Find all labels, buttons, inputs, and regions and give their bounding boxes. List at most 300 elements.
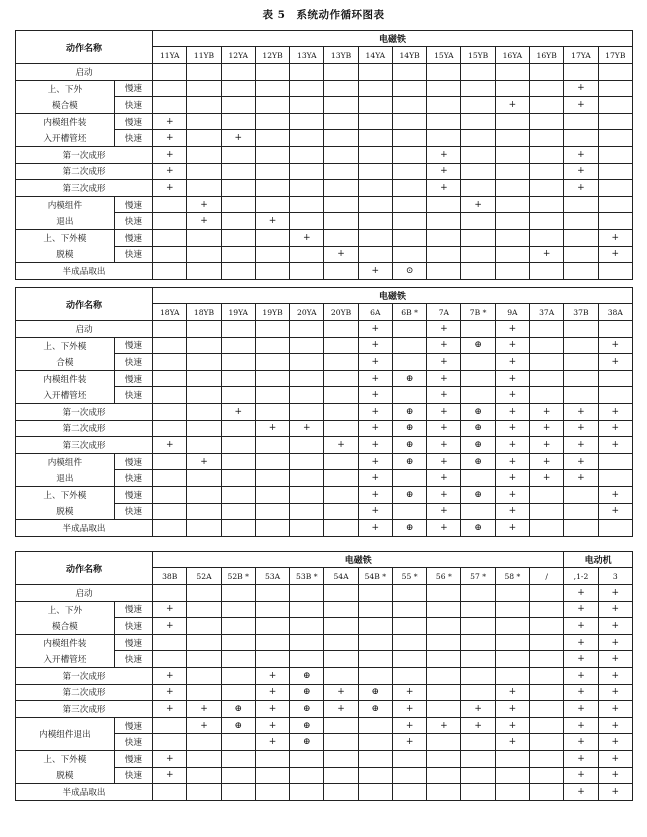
mark-cell [187, 767, 221, 784]
mark-cell: + [564, 453, 598, 470]
speed-label: 快速 [114, 387, 152, 404]
mark-cell: ⊕ [461, 437, 495, 454]
mark-cell [598, 64, 632, 81]
mark-cell [221, 667, 255, 684]
mark-cell [461, 246, 495, 263]
mark-cell [427, 734, 461, 751]
mark-cell: + [564, 470, 598, 487]
mark-cell [255, 64, 289, 81]
mark-cell: ⊕ [290, 734, 324, 751]
mark-cell [461, 321, 495, 338]
table-row [16, 784, 633, 801]
mark-cell: + [598, 246, 632, 263]
mark-cell [392, 634, 426, 651]
speed-label: 快速 [114, 130, 152, 147]
mark-cell [221, 618, 255, 635]
mark-cell [153, 717, 187, 734]
mark-cell [324, 354, 358, 371]
mark-cell: + [598, 684, 632, 701]
mark-cell [255, 767, 289, 784]
mark-cell [530, 229, 564, 246]
mark-cell [358, 601, 392, 618]
speed-label: 慢速 [114, 453, 152, 470]
mark-cell [324, 453, 358, 470]
mark-cell [221, 634, 255, 651]
mark-cell: ⊕ [461, 453, 495, 470]
mark-cell [324, 486, 358, 503]
mark-cell [427, 767, 461, 784]
header-code: ,1-2 [564, 568, 598, 585]
mark-cell [427, 113, 461, 130]
table-row [16, 453, 633, 470]
mark-cell [290, 180, 324, 197]
mark-cell: + [598, 701, 632, 718]
mark-cell: + [564, 618, 598, 635]
mark-cell [290, 80, 324, 97]
mark-cell: + [598, 486, 632, 503]
mark-cell [358, 634, 392, 651]
row-label: 半成品取出 [16, 263, 153, 280]
mark-cell [290, 213, 324, 230]
mark-cell [427, 196, 461, 213]
mark-cell: + [153, 437, 187, 454]
mark-cell [495, 667, 529, 684]
mark-cell [221, 651, 255, 668]
mark-cell: + [564, 601, 598, 618]
mark-cell [427, 750, 461, 767]
mark-cell: + [495, 321, 529, 338]
table-row [16, 180, 633, 197]
mark-cell [530, 80, 564, 97]
table-row [16, 750, 633, 767]
mark-cell [187, 420, 221, 437]
mark-cell [187, 163, 221, 180]
row-label: 上、下外 [16, 80, 115, 97]
mark-cell [358, 229, 392, 246]
mark-cell: + [427, 321, 461, 338]
header-code: 9A [495, 304, 529, 321]
header-code: 16YB [530, 47, 564, 64]
speed-label: 慢速 [114, 634, 152, 651]
header-code: 58 * [495, 568, 529, 585]
mark-cell [290, 370, 324, 387]
mark-cell: ⊕ [290, 667, 324, 684]
mark-cell [221, 213, 255, 230]
mark-cell [358, 618, 392, 635]
mark-cell [427, 684, 461, 701]
table-row [16, 420, 633, 437]
header-code: 53B * [290, 568, 324, 585]
mark-cell [530, 618, 564, 635]
mark-cell [324, 263, 358, 280]
mark-cell [530, 64, 564, 81]
mark-cell [427, 229, 461, 246]
mark-cell: ⊕ [461, 486, 495, 503]
mark-cell [290, 486, 324, 503]
mark-cell [221, 684, 255, 701]
speed-label: 慢速 [114, 750, 152, 767]
mark-cell [255, 520, 289, 537]
mark-cell [324, 767, 358, 784]
mark-cell [461, 263, 495, 280]
mark-cell: + [290, 229, 324, 246]
mark-cell: + [255, 701, 289, 718]
mark-cell [427, 618, 461, 635]
table-row [16, 403, 633, 420]
mark-cell [153, 246, 187, 263]
mark-cell [153, 196, 187, 213]
mark-cell: ⊕ [461, 420, 495, 437]
row-label: 内模组件 [16, 453, 115, 470]
mark-cell [255, 387, 289, 404]
mark-cell [530, 146, 564, 163]
mark-cell: + [495, 97, 529, 114]
mark-cell [495, 618, 529, 635]
table-row [16, 354, 633, 371]
mark-cell [324, 470, 358, 487]
mark-cell [324, 213, 358, 230]
mark-cell [255, 146, 289, 163]
mark-cell [392, 750, 426, 767]
row-label: 第三次成形 [16, 437, 153, 454]
table-row [16, 470, 633, 487]
speed-label: 慢速 [114, 229, 152, 246]
mark-cell [290, 750, 324, 767]
mark-cell [255, 246, 289, 263]
mark-cell [392, 213, 426, 230]
mark-cell: ⊕ [392, 403, 426, 420]
mark-cell: + [392, 701, 426, 718]
table-row [16, 229, 633, 246]
mark-cell [530, 97, 564, 114]
mark-cell [221, 80, 255, 97]
mark-cell [461, 585, 495, 602]
mark-cell [495, 767, 529, 784]
mark-cell [255, 651, 289, 668]
table-row [16, 246, 633, 263]
header-code: 53A [255, 568, 289, 585]
row-label: 上、下外模 [16, 229, 115, 246]
mark-cell [187, 64, 221, 81]
mark-cell: + [530, 437, 564, 454]
mark-cell [427, 634, 461, 651]
header-code: 20YA [290, 304, 324, 321]
mark-cell [392, 618, 426, 635]
table-row [16, 370, 633, 387]
mark-cell [255, 263, 289, 280]
header-code: 56 * [427, 568, 461, 585]
header-code: 3 [598, 568, 632, 585]
mark-cell: ⊕ [392, 370, 426, 387]
mark-cell [290, 767, 324, 784]
mark-cell: + [153, 667, 187, 684]
table-row [16, 263, 633, 280]
mark-cell [530, 486, 564, 503]
mark-cell [495, 784, 529, 801]
mark-cell [530, 503, 564, 520]
mark-cell [530, 163, 564, 180]
mark-cell [221, 263, 255, 280]
mark-cell [324, 420, 358, 437]
table-row [16, 717, 633, 734]
mark-cell [461, 784, 495, 801]
table-row [16, 97, 633, 114]
mark-cell [187, 486, 221, 503]
mark-cell [187, 370, 221, 387]
mark-cell [461, 113, 495, 130]
mark-cell [187, 354, 221, 371]
mark-cell: + [598, 784, 632, 801]
mark-cell [187, 734, 221, 751]
table-row [16, 387, 633, 404]
header-code: 15YA [427, 47, 461, 64]
row-label: 上、下外模 [16, 486, 115, 503]
table-row [16, 651, 633, 668]
header-code: 38A [598, 304, 632, 321]
mark-cell: + [427, 337, 461, 354]
mark-cell [461, 387, 495, 404]
mark-cell [221, 146, 255, 163]
speed-label: 快速 [114, 246, 152, 263]
mark-cell [392, 97, 426, 114]
mark-cell [392, 387, 426, 404]
mark-cell [392, 64, 426, 81]
mark-cell [358, 717, 392, 734]
table-row [16, 196, 633, 213]
mark-cell [255, 337, 289, 354]
mark-cell: ⊕ [290, 717, 324, 734]
table-row [16, 321, 633, 338]
header-action-name: 动作名称 [16, 288, 153, 321]
mark-cell [564, 263, 598, 280]
mark-cell: + [564, 163, 598, 180]
mark-cell [187, 130, 221, 147]
mark-cell: + [221, 403, 255, 420]
speed-label: 快速 [114, 734, 152, 751]
mark-cell [495, 163, 529, 180]
mark-cell [324, 64, 358, 81]
row-label: 上、下外模 [16, 750, 115, 767]
mark-cell: ⊕ [392, 520, 426, 537]
header-code: 14YA [358, 47, 392, 64]
mark-cell [598, 370, 632, 387]
mark-cell [255, 321, 289, 338]
mark-cell [461, 97, 495, 114]
mark-cell: + [255, 717, 289, 734]
mark-cell [153, 486, 187, 503]
mark-cell [530, 585, 564, 602]
mark-cell [221, 734, 255, 751]
row-label: 第二次成形 [16, 420, 153, 437]
mark-cell [530, 113, 564, 130]
mark-cell [598, 213, 632, 230]
mark-cell [392, 470, 426, 487]
mark-cell: + [598, 717, 632, 734]
row-label: 第三次成形 [16, 701, 153, 718]
mark-cell [290, 784, 324, 801]
mark-cell [530, 337, 564, 354]
mark-cell [358, 667, 392, 684]
mark-cell [255, 486, 289, 503]
mark-cell [461, 750, 495, 767]
mark-cell: + [324, 246, 358, 263]
mark-cell [221, 437, 255, 454]
mark-cell [187, 634, 221, 651]
mark-cell [324, 503, 358, 520]
header-code: 57 * [461, 568, 495, 585]
mark-cell [290, 387, 324, 404]
mark-cell: + [495, 701, 529, 718]
mark-cell [290, 503, 324, 520]
mark-cell [255, 370, 289, 387]
row-label: 退出 [16, 213, 115, 230]
row-label: 内模组件 [16, 196, 115, 213]
mark-cell: + [358, 503, 392, 520]
mark-cell [255, 437, 289, 454]
table-row [16, 130, 633, 147]
mark-cell: + [564, 437, 598, 454]
mark-cell [290, 321, 324, 338]
mark-cell: + [427, 180, 461, 197]
mark-cell: + [358, 420, 392, 437]
mark-cell: + [358, 337, 392, 354]
row-label: 模合模 [16, 618, 115, 635]
mark-cell [461, 767, 495, 784]
mark-cell [427, 246, 461, 263]
speed-label: 快速 [114, 213, 152, 230]
mark-cell [187, 387, 221, 404]
mark-cell [530, 321, 564, 338]
mark-cell [221, 196, 255, 213]
mark-cell [598, 80, 632, 97]
mark-cell [153, 337, 187, 354]
mark-cell [358, 97, 392, 114]
mark-cell [358, 80, 392, 97]
mark-cell [392, 651, 426, 668]
mark-cell [221, 246, 255, 263]
mark-cell: + [530, 420, 564, 437]
mark-cell [461, 229, 495, 246]
mark-cell: + [290, 420, 324, 437]
mark-cell [461, 354, 495, 371]
mark-cell: + [530, 246, 564, 263]
mark-cell [530, 387, 564, 404]
mark-cell: + [358, 520, 392, 537]
mark-cell [221, 520, 255, 537]
mark-cell: + [255, 734, 289, 751]
mark-cell [324, 113, 358, 130]
header-group: 电磁铁 [153, 31, 633, 47]
cycle-table-3 [15, 551, 633, 801]
mark-cell: + [153, 130, 187, 147]
mark-cell [221, 585, 255, 602]
mark-cell [324, 229, 358, 246]
table-row [16, 618, 633, 635]
mark-cell: + [598, 667, 632, 684]
mark-cell: + [495, 387, 529, 404]
mark-cell [290, 163, 324, 180]
mark-cell [530, 784, 564, 801]
header-code: 54B * [358, 568, 392, 585]
mark-cell [564, 196, 598, 213]
mark-cell [530, 370, 564, 387]
mark-cell [461, 80, 495, 97]
mark-cell: + [255, 684, 289, 701]
mark-cell [255, 97, 289, 114]
mark-cell [427, 97, 461, 114]
mark-cell [187, 618, 221, 635]
mark-cell [461, 667, 495, 684]
mark-cell [290, 130, 324, 147]
mark-cell [392, 130, 426, 147]
mark-cell [461, 618, 495, 635]
mark-cell [461, 503, 495, 520]
mark-cell [153, 387, 187, 404]
mark-cell: + [255, 420, 289, 437]
mark-cell: + [564, 651, 598, 668]
mark-cell: + [564, 180, 598, 197]
row-label: 合模 [16, 354, 115, 371]
mark-cell [324, 196, 358, 213]
mark-cell [290, 437, 324, 454]
speed-label: 慢速 [114, 196, 152, 213]
mark-cell [187, 667, 221, 684]
row-label: 半成品取出 [16, 784, 153, 801]
mark-cell [187, 180, 221, 197]
mark-cell [187, 80, 221, 97]
header-code: 18YB [187, 304, 221, 321]
header-code: 37B [564, 304, 598, 321]
mark-cell [392, 767, 426, 784]
mark-cell: + [153, 618, 187, 635]
mark-cell [495, 750, 529, 767]
header-code: 55 * [392, 568, 426, 585]
mark-cell [530, 651, 564, 668]
mark-cell: + [153, 163, 187, 180]
mark-cell [290, 64, 324, 81]
mark-cell [221, 97, 255, 114]
header-code: 19YA [221, 304, 255, 321]
mark-cell [324, 97, 358, 114]
mark-cell [255, 601, 289, 618]
header-code: 17YB [598, 47, 632, 64]
mark-cell: + [427, 387, 461, 404]
mark-cell [153, 354, 187, 371]
mark-cell: + [358, 470, 392, 487]
mark-cell [290, 618, 324, 635]
table-row [16, 601, 633, 618]
header-code: 13YB [324, 47, 358, 64]
mark-cell [290, 453, 324, 470]
mark-cell [530, 684, 564, 701]
row-label: 内模组件退出 [16, 717, 115, 750]
mark-cell [564, 486, 598, 503]
mark-cell [461, 64, 495, 81]
mark-cell: + [495, 354, 529, 371]
mark-cell [187, 750, 221, 767]
mark-cell [153, 263, 187, 280]
mark-cell: + [324, 701, 358, 718]
mark-cell [153, 520, 187, 537]
mark-cell: + [598, 651, 632, 668]
speed-label: 快速 [114, 651, 152, 668]
mark-cell: + [564, 667, 598, 684]
mark-cell: ⊙ [392, 263, 426, 280]
mark-cell [392, 146, 426, 163]
mark-cell [530, 717, 564, 734]
mark-cell: + [564, 80, 598, 97]
mark-cell: + [358, 403, 392, 420]
